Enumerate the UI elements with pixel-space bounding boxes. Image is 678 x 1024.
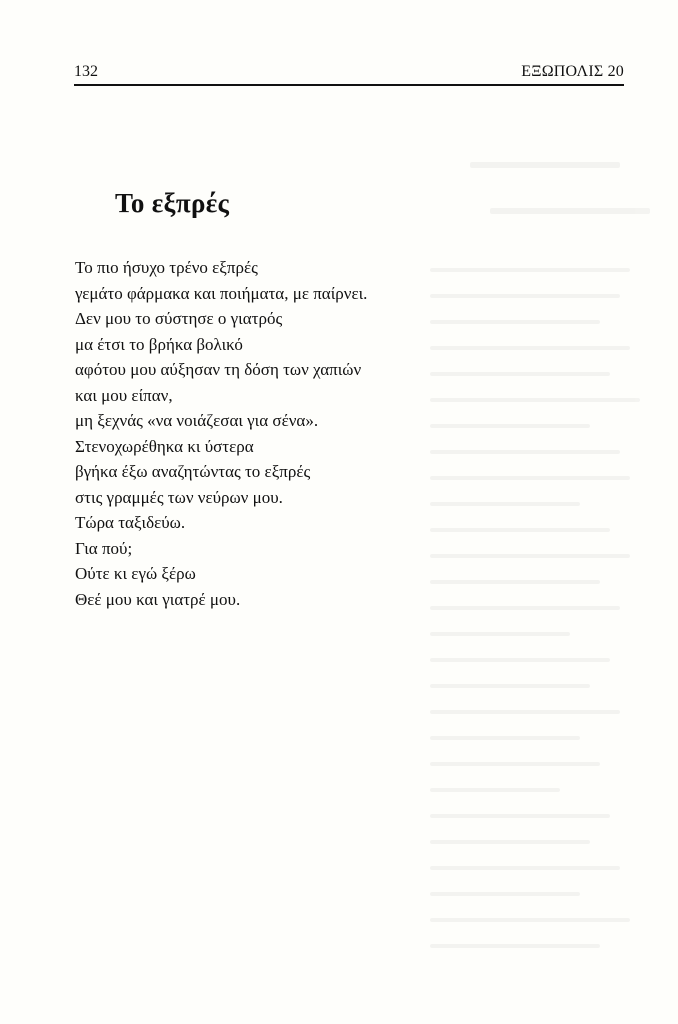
bleed-line: [490, 208, 650, 214]
poem-line: Στενοχωρέθηκα κι ύστερα: [75, 436, 254, 456]
poem-line: μη ξεχνάς «να νοιάζεσαι για σένα».: [75, 411, 319, 430]
poem-line: στις γραμμές των νεύρων μου.: [75, 487, 283, 507]
bleed-line: [430, 658, 610, 662]
page-number: 132: [74, 63, 98, 80]
poem-line: Το πιο ήσυχο τρένο εξπρές: [75, 258, 258, 277]
bleed-line: [430, 736, 580, 740]
bleed-line: [430, 944, 600, 948]
poem-line: αφότου μου αύξησαν τη δόση των χαπιών: [75, 360, 362, 379]
bleed-line: [430, 632, 570, 636]
bleed-line: [430, 710, 620, 714]
poem-body: [75, 255, 495, 612]
bleed-line: [430, 918, 630, 922]
bleed-line: [430, 840, 590, 844]
bleed-line: [430, 684, 590, 688]
journal-title: ΕΞΩΠΟΛΙΣ 20: [521, 63, 624, 80]
poem-line: και μου είπαν,: [75, 385, 173, 405]
poem-line: Για πού;: [75, 538, 133, 558]
poem-title: Το εξπρές: [115, 188, 230, 218]
bleed-line: [430, 866, 620, 870]
poem-line: Ούτε κι εγώ ξέρω: [75, 564, 196, 583]
poem-line: Δεν μου το σύστησε ο γιατρός: [75, 309, 283, 328]
bleed-line: [470, 162, 620, 168]
bleed-line: [430, 892, 580, 896]
poem-line: μα έτσι το βρήκα βολικό: [75, 334, 243, 354]
poem-line: βγήκα έξω αναζητώντας το εξπρές: [75, 462, 311, 481]
bleed-line: [430, 814, 610, 818]
poem-line: γεμάτο φάρμακα και ποιήματα, με παίρνει.: [75, 283, 368, 303]
bleed-line: [430, 762, 600, 766]
bleed-line: [430, 788, 560, 792]
running-header: [74, 62, 624, 86]
poem-line: Τώρα ταξιδεύω.: [75, 513, 186, 532]
poem-line: Θεέ μου και γιατρέ μου.: [75, 589, 241, 609]
